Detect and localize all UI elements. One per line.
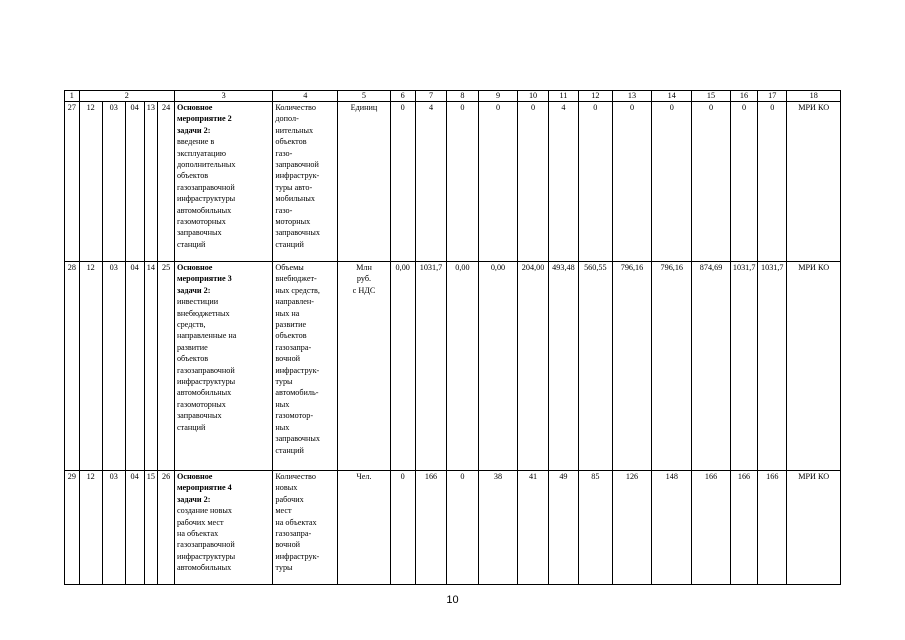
activity-title: Основное мероприятие 2 задачи 2:	[176, 103, 232, 135]
code-cell: 12	[79, 262, 102, 471]
code-cell: 14	[144, 262, 158, 471]
value-cell: 796,16	[612, 262, 652, 471]
code-cell: 13	[144, 102, 158, 262]
value-cell: 0	[730, 102, 757, 262]
header-cell: 11	[548, 91, 578, 102]
data-table	[64, 90, 841, 585]
value-cell: 4	[415, 102, 446, 262]
header-cell: 17	[758, 91, 787, 102]
code-cell: 26	[158, 471, 175, 585]
code-cell: 04	[125, 262, 144, 471]
value-cell: 166	[692, 471, 731, 585]
code-cell: 12	[79, 102, 102, 262]
activity-description	[174, 102, 272, 262]
unit-cell: Млн руб. с НДС	[338, 262, 390, 471]
value-cell: 560,55	[579, 262, 613, 471]
table-row	[65, 102, 841, 262]
code-cell: 15	[144, 471, 158, 585]
value-cell: 0	[478, 102, 518, 262]
header-cell: 2	[79, 91, 174, 102]
code-cell: 04	[125, 102, 144, 262]
code-cell: 03	[102, 102, 125, 262]
header-cell: 13	[612, 91, 652, 102]
header-cell: 6	[390, 91, 415, 102]
value-cell: 0	[692, 102, 731, 262]
table-row	[65, 262, 841, 471]
unit-cell: Единиц	[338, 102, 390, 262]
code-cell: 12	[79, 471, 102, 585]
indicator-name: Количество допол- нительных объектов газо- заправочной инфраструк- туры авто- мобильных газо- моторных заправочных станций	[273, 102, 338, 262]
value-cell: 0	[758, 102, 787, 262]
activity-description	[174, 262, 272, 471]
value-cell: 796,16	[652, 262, 692, 471]
value-cell: 148	[652, 471, 692, 585]
header-cell: 8	[447, 91, 478, 102]
responsible-cell: МРИ КО	[787, 471, 841, 585]
unit-cell: Чел.	[338, 471, 390, 585]
row-number: 29	[65, 471, 80, 585]
indicator-name: Объемы внебюджет- ных средств, направлен- ных на развитие объектов газозапра- вочной инфраструк- туры автомобиль- ных газомотор- ных заправочных станций	[273, 262, 338, 471]
header-row	[65, 91, 841, 102]
code-cell: 24	[158, 102, 175, 262]
value-cell: 1031,7	[415, 262, 446, 471]
row-number: 28	[65, 262, 80, 471]
value-cell: 0	[652, 102, 692, 262]
header-cell: 7	[415, 91, 446, 102]
value-cell: 166	[758, 471, 787, 585]
activity-text: создание новых рабочих мест на объектах газозаправочной инфраструктуры автомобильных	[176, 506, 236, 573]
header-cell: 14	[652, 91, 692, 102]
code-cell: 03	[102, 471, 125, 585]
activity-title: Основное мероприятие 3 задачи 2:	[176, 263, 232, 295]
activity-text: введение в эксплуатацию дополнительных объектов газозаправочной инфраструктуры автомобильных газомоторных заправочных станций	[176, 137, 236, 249]
value-cell: 0,00	[447, 262, 478, 471]
value-cell: 0	[390, 102, 415, 262]
page-number: 10	[446, 594, 459, 606]
value-cell: 874,69	[692, 262, 731, 471]
value-cell: 0	[390, 471, 415, 585]
header-cell: 1	[65, 91, 80, 102]
header-cell: 9	[478, 91, 518, 102]
header-cell: 12	[579, 91, 613, 102]
header-cell: 3	[174, 91, 272, 102]
value-cell: 204,00	[518, 262, 548, 471]
value-cell: 166	[415, 471, 446, 585]
indicator-name: Количество новых рабочих мест на объектах газозапра- вочной инфраструк- туры	[273, 471, 338, 585]
responsible-cell: МРИ КО	[787, 262, 841, 471]
header-cell: 5	[338, 91, 390, 102]
table-row	[65, 471, 841, 585]
value-cell: 126	[612, 471, 652, 585]
responsible-cell: МРИ КО	[787, 102, 841, 262]
value-cell: 0	[447, 471, 478, 585]
header-cell: 10	[518, 91, 548, 102]
value-cell: 1031,7	[730, 262, 757, 471]
activity-title: Основное мероприятие 4 задачи 2:	[176, 472, 232, 504]
code-cell: 25	[158, 262, 175, 471]
activity-text: инвестиции внебюджетных средств, направленные на развитие объектов газозаправочной инфраструктуры автомобильных газомоторных заправочных станций	[176, 297, 237, 432]
header-cell: 4	[273, 91, 338, 102]
row-number: 27	[65, 102, 80, 262]
value-cell: 0,00	[390, 262, 415, 471]
header-cell: 15	[692, 91, 731, 102]
value-cell: 0	[518, 102, 548, 262]
value-cell: 38	[478, 471, 518, 585]
value-cell: 0	[579, 102, 613, 262]
code-cell: 03	[102, 262, 125, 471]
value-cell: 41	[518, 471, 548, 585]
activity-description	[174, 471, 272, 585]
value-cell: 0,00	[478, 262, 518, 471]
value-cell: 4	[548, 102, 578, 262]
value-cell: 0	[612, 102, 652, 262]
code-cell: 04	[125, 471, 144, 585]
header-cell: 16	[730, 91, 757, 102]
value-cell: 493,48	[548, 262, 578, 471]
header-cell: 18	[787, 91, 841, 102]
value-cell: 49	[548, 471, 578, 585]
value-cell: 85	[579, 471, 613, 585]
value-cell: 166	[730, 471, 757, 585]
value-cell: 1031,7	[758, 262, 787, 471]
value-cell: 0	[447, 102, 478, 262]
